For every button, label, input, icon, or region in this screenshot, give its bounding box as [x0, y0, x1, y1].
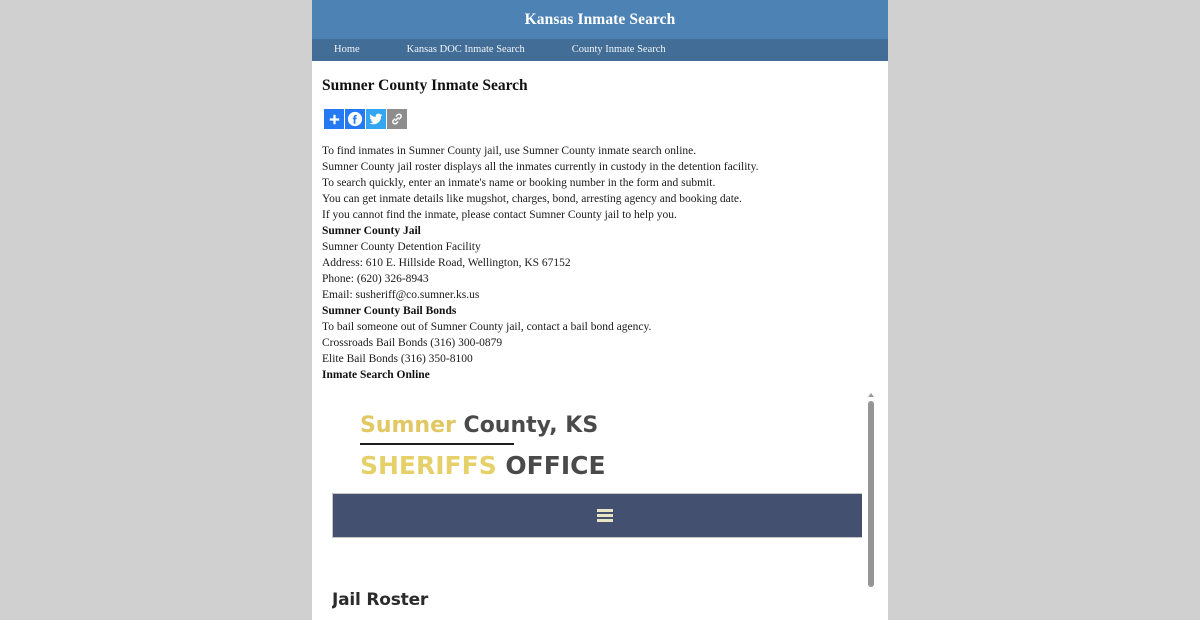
- main-content: [312, 61, 888, 620]
- plus-icon: [328, 113, 341, 126]
- embedded-sheriff-site[interactable]: [322, 390, 878, 620]
- sheriff-logo-county-gold: Sumner: [360, 413, 456, 438]
- sheriff-logo-sheriffs: SHERIFFS: [360, 451, 497, 480]
- jail-info-line: Sumner County Detention Facility: [322, 241, 481, 253]
- jail-info-line: Email: susheriff@co.sumner.ks.us: [322, 289, 480, 301]
- hamburger-bar: [597, 509, 613, 512]
- link-icon: [390, 112, 404, 126]
- site-masthead: [312, 0, 888, 39]
- sheriff-logo-line1: [360, 413, 878, 439]
- bail-bonds-heading: Sumner County Bail Bonds: [322, 305, 457, 317]
- jail-roster-heading: Jail Roster: [332, 590, 429, 610]
- bail-bonds-line: Crossroads Bail Bonds (316) 300-0879: [322, 337, 503, 349]
- sheriff-logo: [332, 390, 878, 481]
- embed-viewport: [332, 390, 878, 620]
- site-column: [312, 0, 888, 620]
- bail-bonds-line: To bail someone out of Sumner County jail, contact a bail bond agency.: [322, 321, 652, 333]
- copy-link-button[interactable]: [387, 109, 407, 129]
- nav-item-home[interactable]: Home: [334, 44, 360, 55]
- twitter-icon: [369, 112, 383, 126]
- nav-item-county-inmate-search[interactable]: County Inmate Search: [571, 44, 666, 55]
- jail-info-line: Phone: (620) 326-8943: [322, 273, 429, 285]
- share-toolbar: [324, 109, 878, 129]
- hamburger-bar: [597, 519, 613, 522]
- intro-line: You can get inmate details like mugshot, charges, bond, arresting agency and booking date.: [322, 193, 742, 205]
- intro-line: If you cannot find the inmate, please contact Sumner County jail to help you.: [322, 209, 677, 221]
- nav-item-kansas-doc-inmate-search[interactable]: Kansas DOC Inmate Search: [406, 44, 525, 55]
- bail-bonds-line: Elite Bail Bonds (316) 350-8100: [322, 353, 473, 365]
- intro-line: To search quickly, enter an inmate's name or booking number in the form and submit.: [322, 177, 716, 189]
- addthis-share-button[interactable]: [324, 109, 344, 129]
- intro-paragraph: [322, 143, 878, 223]
- sheriff-logo-county-dark: County, KS: [463, 413, 599, 438]
- intro-line: To find inmates in Sumner County jail, use Sumner County inmate search online.: [322, 145, 697, 157]
- page-title: Sumner County Inmate Search: [322, 77, 528, 94]
- inmate-search-online-heading: Inmate Search Online: [322, 369, 430, 381]
- facebook-share-button[interactable]: [345, 109, 365, 129]
- jail-info-block: [322, 223, 878, 303]
- sheriff-logo-office: OFFICE: [496, 451, 606, 480]
- jail-info-heading: Sumner County Jail: [322, 225, 421, 237]
- sheriff-logo-line2: [360, 451, 878, 481]
- scrollbar-thumb[interactable]: [868, 401, 874, 587]
- facebook-icon: [347, 111, 363, 127]
- hamburger-menu-icon[interactable]: [597, 509, 613, 522]
- hamburger-bar: [597, 514, 613, 517]
- site-title: Kansas Inmate Search: [524, 10, 676, 28]
- jail-info-line: Address: 610 E. Hillside Road, Wellington, KS 67152: [322, 257, 571, 269]
- embed-menu-bar[interactable]: [332, 493, 878, 538]
- embed-scrollbar[interactable]: [862, 390, 878, 620]
- twitter-share-button[interactable]: [366, 109, 386, 129]
- intro-line: Sumner County jail roster displays all the inmates currently in custody in the detention facility.: [322, 161, 759, 173]
- main-navigation: [312, 39, 888, 61]
- scroll-up-arrow-icon[interactable]: [868, 393, 874, 397]
- bail-bonds-block: [322, 303, 878, 383]
- sheriff-logo-rule: [360, 443, 514, 445]
